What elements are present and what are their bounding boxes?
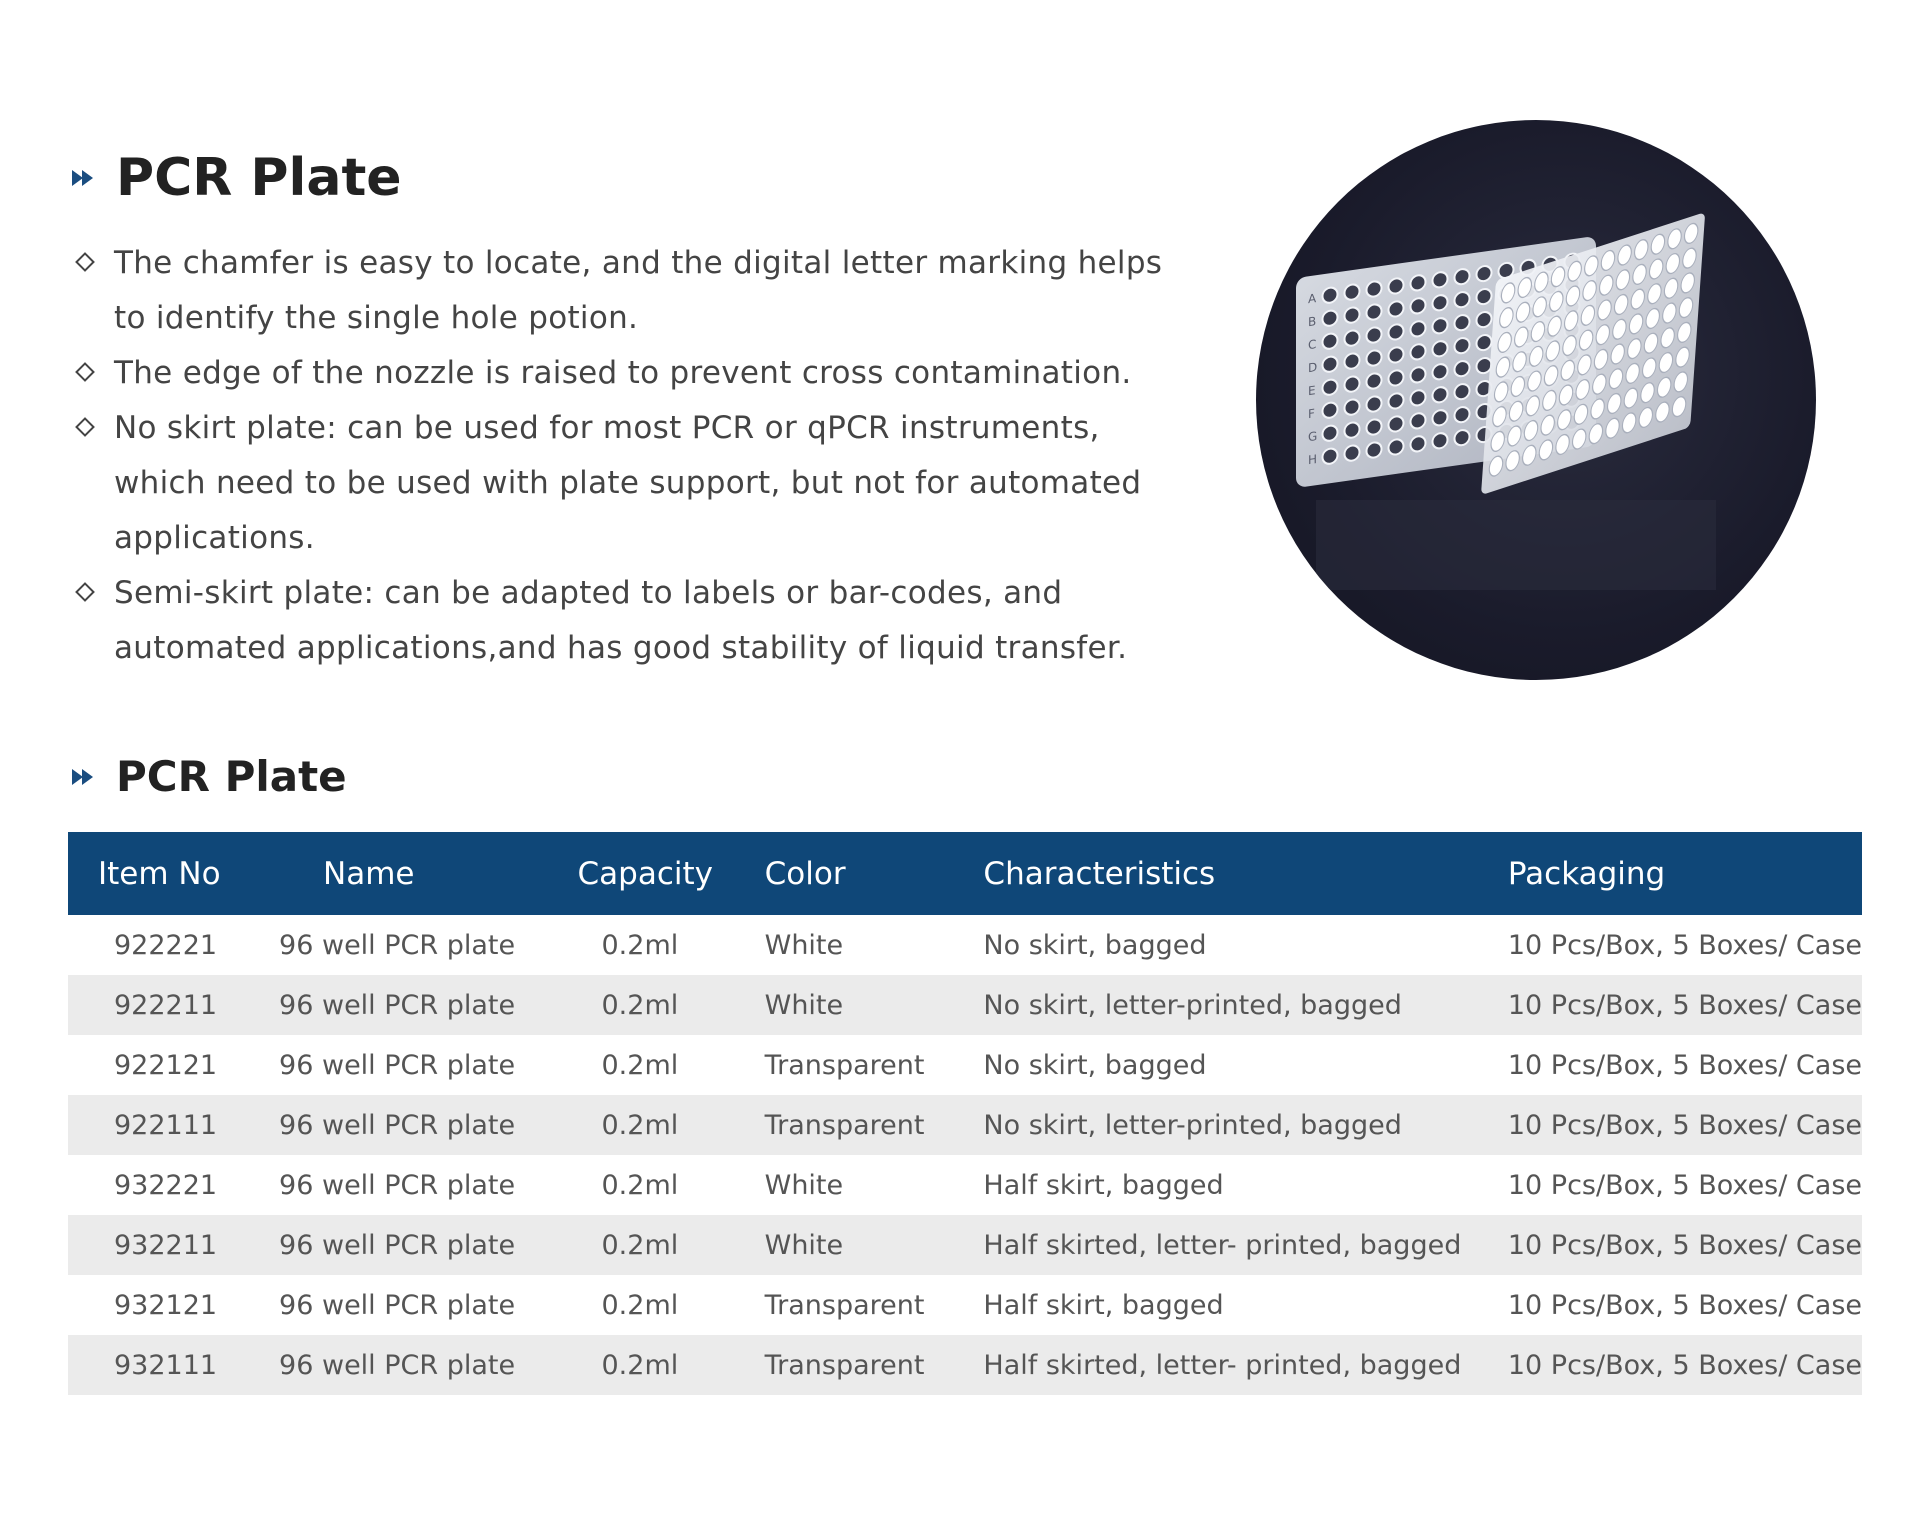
column-header: Item No (98, 855, 221, 892)
color-cell: White (764, 929, 844, 961)
characteristics-cell: No skirt, letter-printed, bagged (983, 989, 1402, 1021)
characteristics-cell: Half skirt, bagged (983, 1169, 1224, 1201)
capacity-cell: 0.2ml (601, 929, 679, 961)
table-row (68, 1095, 1862, 1155)
color-cell: White (764, 1169, 844, 1201)
name-cell: 96 well PCR plate (279, 1289, 516, 1321)
feature-text: The edge of the nozzle is raised to prevent cross contamination. (114, 355, 1132, 391)
diamond-bullet-icon (75, 582, 95, 602)
feature-text: Semi-skirt plate: can be adapted to labels or bar-codes, and automated applications,and has good stability of liquid transfer. (114, 575, 1128, 666)
name-cell: 96 well PCR plate (279, 1229, 516, 1261)
double-arrow-icon (72, 766, 98, 788)
item-no-cell: 922211 (114, 989, 218, 1021)
plate-row-label: G (1308, 429, 1318, 445)
capacity-cell: 0.2ml (601, 1289, 679, 1321)
product-photo (1256, 120, 1816, 680)
plate-row-label: A (1308, 291, 1317, 307)
feature-item (72, 401, 1192, 566)
intro-heading (72, 148, 402, 208)
capacity-cell: 0.2ml (601, 1169, 679, 1201)
packaging-cell: 10 Pcs/Box, 5 Boxes/ Case (1507, 989, 1862, 1021)
feature-item (72, 566, 1192, 676)
name-cell: 96 well PCR plate (279, 1169, 516, 1201)
feature-text: No skirt plate: can be used for most PCR or qPCR instruments, which need to be used with plate support, but not for automated applications. (114, 410, 1142, 556)
packaging-cell: 10 Pcs/Box, 5 Boxes/ Case (1507, 1049, 1862, 1081)
item-no-cell: 932111 (114, 1349, 218, 1381)
packaging-cell: 10 Pcs/Box, 5 Boxes/ Case (1507, 1109, 1862, 1141)
product-spec-table (68, 832, 1862, 1395)
intro-title: PCR Plate (116, 148, 402, 208)
item-no-cell: 932121 (114, 1289, 218, 1321)
feature-text: The chamfer is easy to locate, and the digital letter marking helps to identify the single hole potion. (114, 245, 1163, 336)
packaging-cell: 10 Pcs/Box, 5 Boxes/ Case (1507, 1169, 1862, 1201)
characteristics-cell: No skirt, letter-printed, bagged (983, 1109, 1402, 1141)
name-cell: 96 well PCR plate (279, 929, 516, 961)
column-header: Packaging (1507, 855, 1666, 892)
plate-row-label: F (1308, 406, 1315, 422)
color-cell: Transparent (764, 1109, 925, 1141)
diamond-bullet-icon (75, 362, 95, 382)
plate-row-label: C (1308, 337, 1317, 353)
characteristics-cell: No skirt, bagged (983, 929, 1207, 961)
color-cell: Transparent (764, 1349, 925, 1381)
capacity-cell: 0.2ml (601, 1049, 679, 1081)
table-header-row (68, 832, 1862, 915)
item-no-cell: 932211 (114, 1229, 218, 1261)
characteristics-cell: Half skirted, letter- printed, bagged (983, 1349, 1462, 1381)
name-cell: 96 well PCR plate (279, 1109, 516, 1141)
table-row (68, 1275, 1862, 1335)
table-row (68, 915, 1862, 975)
plate-row-label: B (1308, 314, 1317, 330)
column-header: Capacity (577, 855, 713, 892)
capacity-cell: 0.2ml (601, 989, 679, 1021)
characteristics-cell: No skirt, bagged (983, 1049, 1207, 1081)
table-row (68, 1215, 1862, 1275)
capacity-cell: 0.2ml (601, 1229, 679, 1261)
table-row (68, 975, 1862, 1035)
item-no-cell: 922111 (114, 1109, 218, 1141)
table-row (68, 1335, 1862, 1395)
column-header: Characteristics (983, 855, 1216, 892)
packaging-cell: 10 Pcs/Box, 5 Boxes/ Case (1507, 1289, 1862, 1321)
packaging-cell: 10 Pcs/Box, 5 Boxes/ Case (1507, 1229, 1862, 1261)
color-cell: White (764, 1229, 844, 1261)
name-cell: 96 well PCR plate (279, 989, 516, 1021)
packaging-cell: 10 Pcs/Box, 5 Boxes/ Case (1507, 1349, 1862, 1381)
table-heading (72, 752, 347, 801)
plate-row-label: D (1308, 360, 1318, 376)
name-cell: 96 well PCR plate (279, 1349, 516, 1381)
feature-item (72, 346, 1192, 401)
characteristics-cell: Half skirt, bagged (983, 1289, 1224, 1321)
column-header: Color (764, 855, 846, 892)
color-cell: Transparent (764, 1049, 925, 1081)
pcr-plate-illustration (1256, 120, 1816, 680)
table-row (68, 1035, 1862, 1095)
color-cell: White (764, 989, 844, 1021)
double-arrow-icon (72, 167, 98, 189)
characteristics-cell: Half skirted, letter- printed, bagged (983, 1229, 1462, 1261)
packaging-cell: 10 Pcs/Box, 5 Boxes/ Case (1507, 929, 1862, 961)
color-cell: Transparent (764, 1289, 925, 1321)
item-no-cell: 922121 (114, 1049, 218, 1081)
table-row (68, 1155, 1862, 1215)
diamond-bullet-icon (75, 417, 95, 437)
plate-row-label: H (1308, 452, 1318, 468)
diamond-bullet-icon (75, 252, 95, 272)
table-title: PCR Plate (116, 752, 347, 801)
feature-list (72, 236, 1192, 676)
capacity-cell: 0.2ml (601, 1349, 679, 1381)
column-header: Name (323, 855, 415, 892)
feature-item (72, 236, 1192, 346)
name-cell: 96 well PCR plate (279, 1049, 516, 1081)
item-no-cell: 922221 (114, 929, 218, 961)
capacity-cell: 0.2ml (601, 1109, 679, 1141)
plate-row-label: E (1308, 383, 1316, 399)
item-no-cell: 932221 (114, 1169, 218, 1201)
